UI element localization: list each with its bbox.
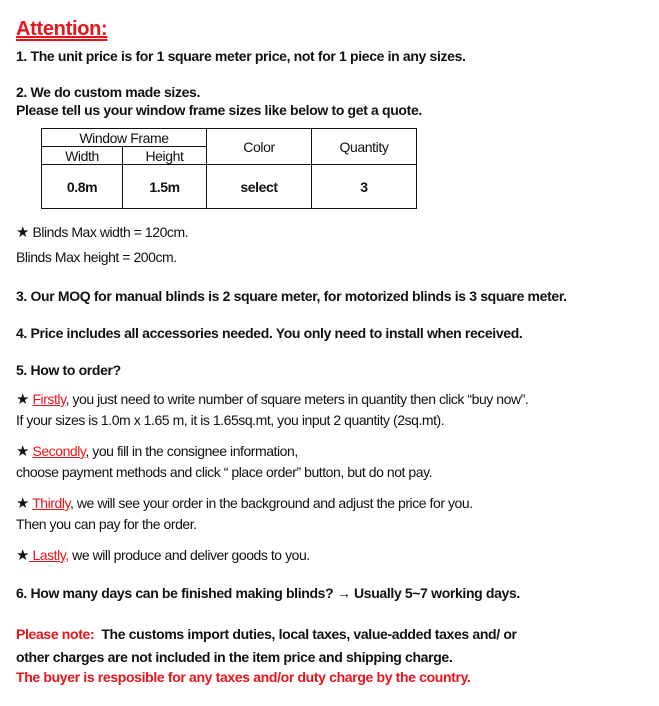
star-icon: ★ xyxy=(16,495,29,512)
point-2: 2. We do custom made sizes. xyxy=(16,84,201,100)
step-1-detail: If your sizes is 1.0m x 1.65 m, it is 1.65sq.mt, you input 2 quantity (2sq.mt). xyxy=(16,412,445,428)
step-text: we will produce and deliver goods to you. xyxy=(68,547,310,563)
star-icon: ★ xyxy=(16,224,29,241)
point-5: 5. How to order? xyxy=(16,362,121,378)
step-2-detail: choose payment methods and click “ place order” button, but do not pay. xyxy=(16,464,433,480)
point-6: 6. How many days can be finished making blinds? → Usually 5~7 working days. xyxy=(16,585,520,601)
step-text: , we will see your order in the background and adjust the price for you. xyxy=(70,495,473,511)
point-4: 4. Price includes all accessories needed. You only need to install when received. xyxy=(16,325,523,341)
cell-quantity: 3 xyxy=(312,165,417,209)
point-3: 3. Our MOQ for manual blinds is 2 square meter, for motorized blinds is 3 square meter. xyxy=(16,288,567,304)
step-2 xyxy=(16,442,298,461)
note-line-1 xyxy=(16,625,517,643)
header-color: Color xyxy=(207,129,312,165)
step-3-detail: Then you can pay for the order. xyxy=(16,516,197,532)
step-key: Firstly xyxy=(32,391,66,407)
max-width-line xyxy=(16,223,188,242)
header-quantity: Quantity xyxy=(312,129,417,165)
note-line-2: other charges are not included in the item price and shipping charge. xyxy=(16,649,453,665)
point-2-detail: Please tell us your window frame sizes like below to get a quote. xyxy=(16,102,422,118)
group-header: Window Frame xyxy=(42,129,207,147)
step-key: Thirdly xyxy=(32,495,71,511)
step-text: , you just need to write number of square meters in quantity then click “buy now”. xyxy=(65,391,529,407)
step-key: Lastly, xyxy=(29,547,69,563)
header-width: Width xyxy=(42,147,123,165)
cell-color: select xyxy=(207,165,312,209)
attention-title: Attention: xyxy=(16,18,108,40)
step-1 xyxy=(16,390,528,409)
step-key: Secondly xyxy=(32,443,86,459)
point-1: 1. The unit price is for 1 square meter price, not for 1 piece in any sizes. xyxy=(16,48,466,64)
star-icon: ★ xyxy=(16,547,29,564)
max-height: Blinds Max height = 200cm. xyxy=(16,249,177,265)
step-text: , you fill in the consignee information, xyxy=(85,443,298,459)
max-width: Blinds Max width = 120cm. xyxy=(32,224,189,240)
step-4 xyxy=(16,546,310,565)
size-example-table xyxy=(41,128,417,209)
step-3 xyxy=(16,494,473,513)
cell-width: 0.8m xyxy=(42,165,123,209)
cell-height: 1.5m xyxy=(123,165,207,209)
star-icon: ★ xyxy=(16,391,29,408)
note-line-3: The buyer is resposible for any taxes and/or duty charge by the country. xyxy=(16,669,471,685)
star-icon: ★ xyxy=(16,443,29,460)
header-height: Height xyxy=(123,147,207,165)
note-text: The customs import duties, local taxes, value-added taxes and/ or xyxy=(94,626,517,642)
note-label: Please note: xyxy=(16,626,95,642)
